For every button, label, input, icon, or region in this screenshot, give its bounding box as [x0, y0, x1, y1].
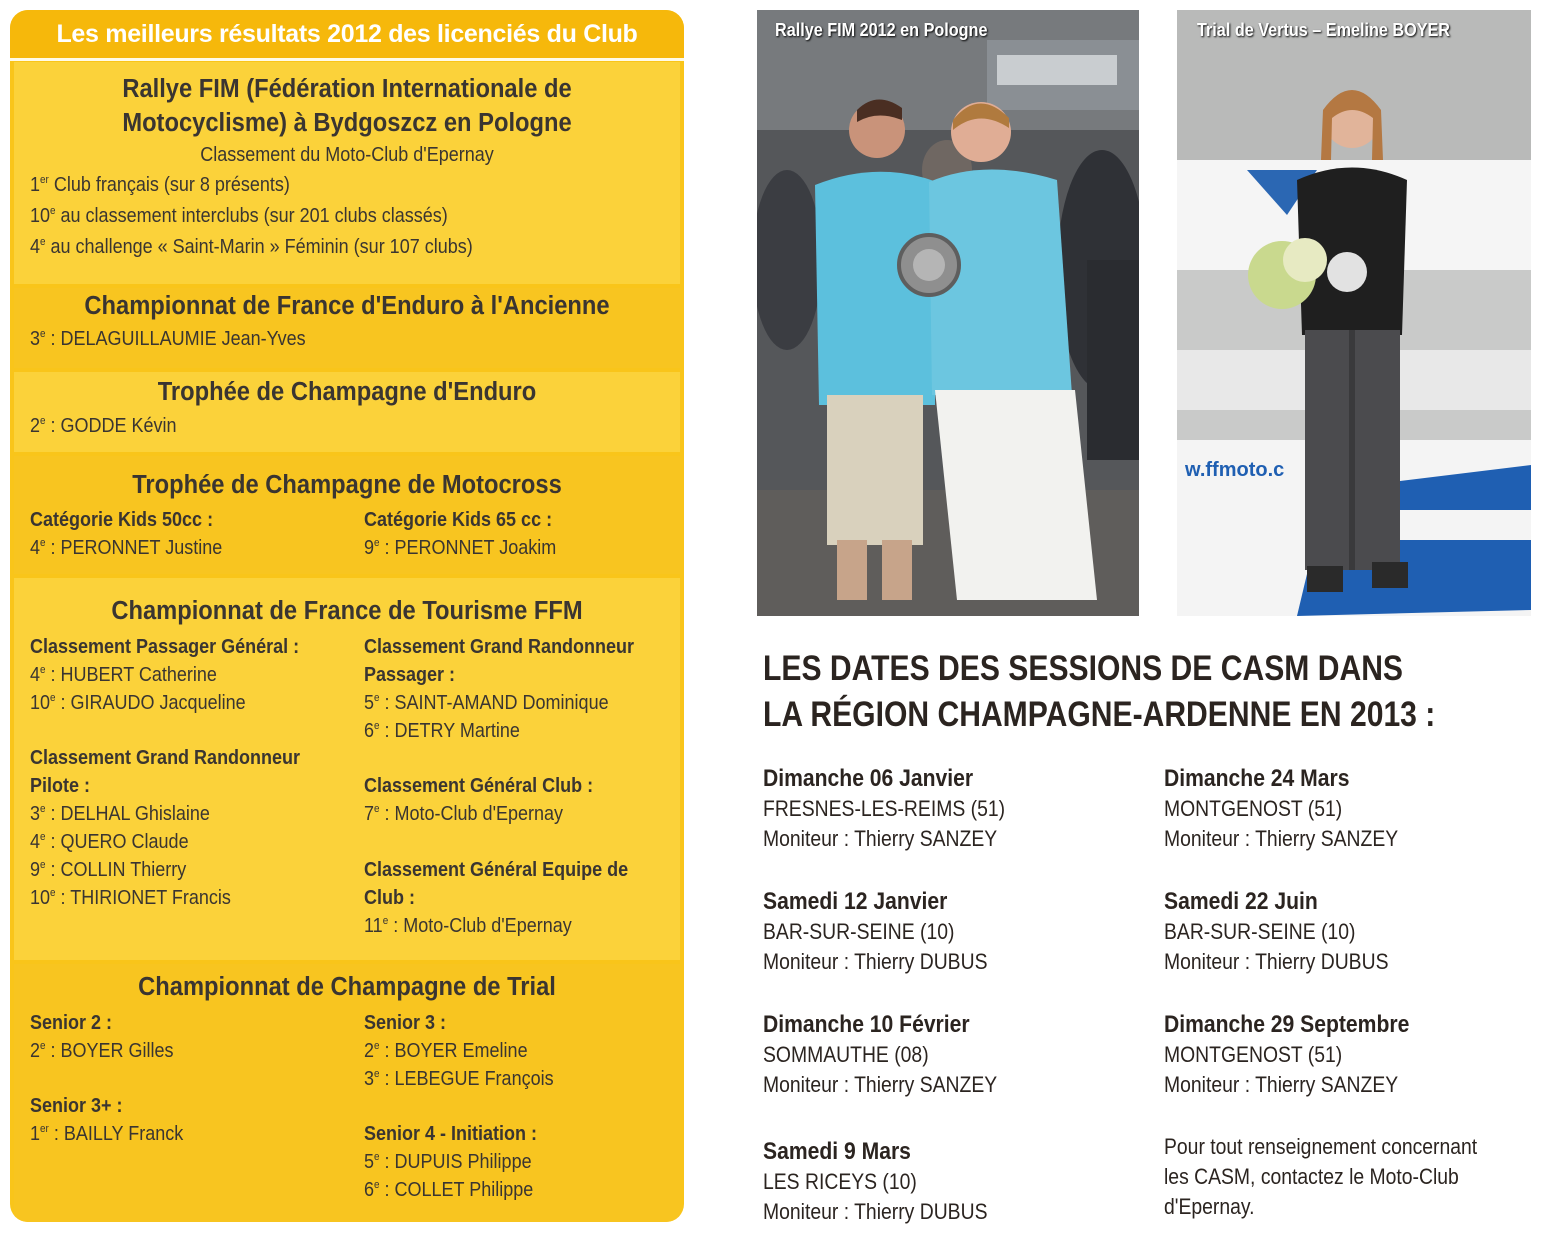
rallye-result-1: 1er Club français (sur 8 présents) — [30, 174, 290, 196]
gr-passager-heading-1: Classement Grand Randonneur — [364, 636, 635, 658]
senior4-heading: Senior 4 - Initiation : — [364, 1123, 538, 1145]
senior3plus-result-1: 1er : BAILLY Franck — [30, 1123, 184, 1145]
motocross-cat2-result: 9e : PERONNET Joakim — [364, 537, 557, 559]
rallye-result-3: 4e au challenge « Saint-Marin » Féminin (sur 107 clubs) — [30, 236, 473, 258]
equipe-heading-2: Club : — [364, 887, 415, 909]
session-date: Dimanche 10 Février — [763, 1011, 970, 1038]
contact-line-3: d'Epernay. — [1164, 1194, 1255, 1219]
session-date: Samedi 9 Mars — [763, 1138, 911, 1165]
general-club-result: 7e : Moto-Club d'Epernay — [364, 803, 564, 825]
session-date: Dimanche 06 Janvier — [763, 765, 974, 792]
rallye-title-line1: Rallye FIM (Fédération Internationale de — [122, 75, 572, 103]
section-trophee-motocross — [14, 456, 680, 574]
session-item — [1164, 886, 1419, 977]
senior3plus-heading: Senior 3+ : — [30, 1095, 123, 1117]
senior3-result-1: 2e : BOYER Emeline — [364, 1040, 528, 1062]
contact-line-1: Pour tout renseignement concernant — [1164, 1134, 1478, 1159]
session-place: FRESNES-LES-REIMS (51) — [763, 796, 1006, 821]
rallye-title-line2: Motocyclisme) à Bydgoszcz en Pologne — [122, 109, 572, 137]
session-date: Samedi 12 Janvier — [763, 888, 948, 915]
trophee-enduro-title: Trophée de Champagne d'Enduro — [157, 378, 537, 406]
general-club-heading: Classement Général Club : — [364, 775, 594, 797]
session-place: MONTGENOST (51) — [1164, 1042, 1343, 1067]
gr-pilote-heading-1: Classement Grand Randonneur — [30, 747, 301, 769]
photo-trial-illustration — [1177, 10, 1531, 616]
session-item — [1164, 763, 1430, 854]
passager-general-result-1: 4e : HUBERT Catherine — [30, 664, 217, 686]
senior4-result-1: 5e : DUPUIS Philippe — [364, 1151, 532, 1173]
session-monitor: Moniteur : Thierry DUBUS — [763, 1199, 988, 1224]
enduro-ancienne-result: 3e : DELAGUILLAUMIE Jean-Yves — [30, 328, 306, 350]
gr-passager-heading-2: Passager : — [364, 664, 456, 686]
session-monitor: Moniteur : Thierry SANZEY — [1164, 826, 1399, 851]
gr-pilote-result-2: 4e : QUERO Claude — [30, 831, 189, 853]
motocross-cat2: Catégorie Kids 65 cc : — [364, 509, 553, 531]
gr-passager-result-1: 5e : SAINT-AMAND Dominique — [364, 692, 609, 714]
rallye-result-2: 10e au classement interclubs (sur 201 clubs classés) — [30, 205, 448, 227]
panel-title: Les meilleurs résultats 2012 des licenciés du Club — [10, 10, 684, 61]
section-trophee-enduro — [14, 372, 680, 452]
session-monitor: Moniteur : Thierry DUBUS — [1164, 949, 1389, 974]
session-place: LES RICEYS (10) — [763, 1169, 917, 1194]
senior3-result-2: 3e : LEBEGUE François — [364, 1068, 554, 1090]
photo-left-caption: Rallye FIM 2012 en Pologne — [775, 20, 988, 40]
contact-note — [1164, 1132, 1534, 1222]
gr-pilote-result-3: 9e : COLLIN Thierry — [30, 859, 187, 881]
session-item — [763, 1009, 1029, 1100]
sessions-title — [763, 646, 1436, 738]
sessions-title-line2: LA RÉGION CHAMPAGNE-ARDENNE EN 2013 : — [763, 695, 1436, 734]
session-item — [763, 1136, 1018, 1227]
session-monitor: Moniteur : Thierry SANZEY — [763, 826, 998, 851]
gr-passager-result-2: 6e : DETRY Martine — [364, 720, 520, 742]
senior4-result-2: 6e : COLLET Philippe — [364, 1179, 534, 1201]
session-monitor: Moniteur : Thierry SANZEY — [763, 1072, 998, 1097]
photo-rallye-illustration — [757, 10, 1139, 616]
passager-general-heading: Classement Passager Général : — [30, 636, 300, 658]
gr-pilote-result-4: 10e : THIRIONET Francis — [30, 887, 231, 909]
photo-rallye-fim — [757, 10, 1139, 616]
session-monitor: Moniteur : Thierry DUBUS — [763, 949, 988, 974]
equipe-result: 11e : Moto-Club d'Epernay — [364, 915, 572, 937]
session-date: Dimanche 29 Septembre — [1164, 1011, 1410, 1038]
session-place: BAR-SUR-SEINE (10) — [763, 919, 955, 944]
session-monitor: Moniteur : Thierry SANZEY — [1164, 1072, 1399, 1097]
motocross-cat1: Catégorie Kids 50cc : — [30, 509, 214, 531]
session-place: BAR-SUR-SEINE (10) — [1164, 919, 1356, 944]
svg-text:w.ffmoto.c: w.ffmoto.c — [1185, 459, 1285, 481]
section-trial — [14, 964, 680, 1222]
gr-pilote-result-1: 3e : DELHAL Ghislaine — [30, 803, 210, 825]
sessions-title-line1: LES DATES DES SESSIONS DE CASM DANS — [763, 649, 1404, 688]
trophee-enduro-result: 2e : GODDE Kévin — [30, 415, 177, 437]
session-item — [763, 886, 1018, 977]
equipe-heading-1: Classement Général Equipe de — [364, 859, 629, 881]
rallye-subtitle: Classement du Moto-Club d'Epernay — [200, 144, 494, 166]
enduro-ancienne-title: Championnat de France d'Enduro à l'Ancienne — [84, 292, 610, 320]
passager-general-result-2: 10e : GIRAUDO Jacqueline — [30, 692, 246, 714]
session-item — [1164, 1009, 1443, 1100]
section-tourisme — [14, 578, 680, 960]
senior3-heading: Senior 3 : — [364, 1012, 447, 1034]
section-enduro-ancienne — [14, 288, 680, 368]
results-panel — [10, 10, 684, 1222]
section-rallye-fim — [14, 62, 680, 284]
session-date: Samedi 22 Juin — [1164, 888, 1318, 915]
photo-right-caption: Trial de Vertus – Emeline BOYER — [1197, 20, 1450, 40]
motocross-title: Trophée de Champagne de Motocross — [132, 471, 562, 499]
motocross-cat1-result: 4e : PERONNET Justine — [30, 537, 223, 559]
session-item — [763, 763, 1038, 854]
session-place: SOMMAUTHE (08) — [763, 1042, 929, 1067]
gr-pilote-heading-2: Pilote : — [30, 775, 91, 797]
contact-line-2: les CASM, contactez le Moto-Club — [1164, 1164, 1459, 1189]
tourisme-title: Championnat de France de Tourisme FFM — [111, 597, 583, 625]
senior2-result-1: 2e : BOYER Gilles — [30, 1040, 174, 1062]
session-date: Dimanche 24 Mars — [1164, 765, 1350, 792]
session-place: MONTGENOST (51) — [1164, 796, 1343, 821]
photo-trial-vertus — [1177, 10, 1531, 616]
senior2-heading: Senior 2 : — [30, 1012, 113, 1034]
trial-title: Championnat de Champagne de Trial — [138, 973, 556, 1001]
